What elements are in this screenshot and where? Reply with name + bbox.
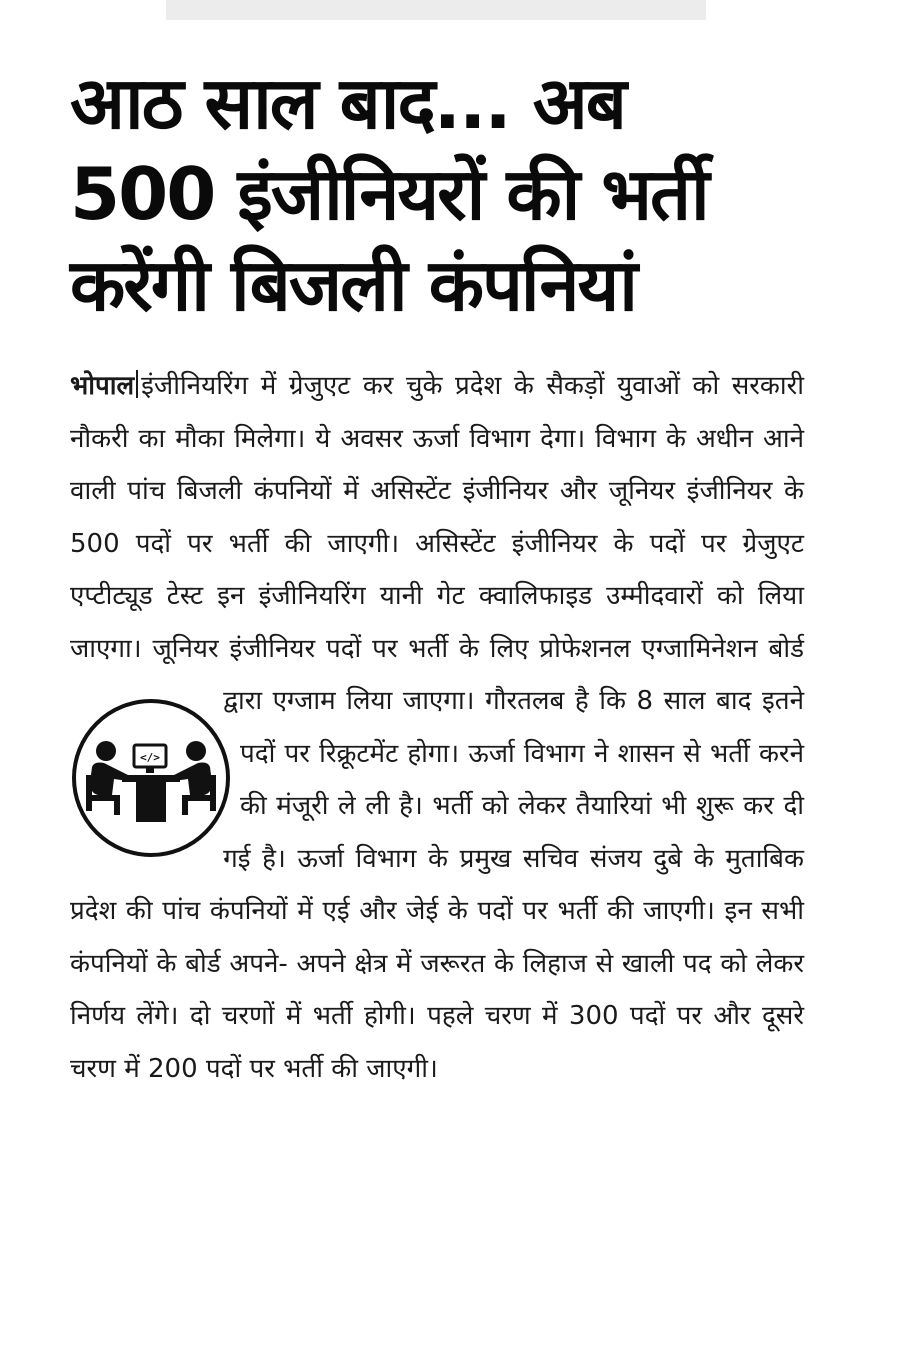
article-body [70, 360, 804, 1095]
top-strip [166, 0, 706, 20]
headline [70, 58, 870, 331]
interview-icon-graphic [70, 697, 232, 859]
headline-line-1: आठ साल बाद... अब [70, 61, 625, 145]
interview-icon [70, 675, 246, 885]
article-text: इंजीनियरिंग में ग्रेजुएट कर चुके प्रदेश के सैकड़ों युवाओं को सरकारी नौकरी का मौका मिलेगा। ये अवसर ऊर्जा विभाग देगा। विभाग के अधीन आने वाली पांच बिजली कंपनियों में असिस्टेंट इंजीनियर और जूनियर इंजीनियर के 500 पदों पर भर्ती की जाएगी। असिस्टेंट इंजीनियर के पदों पर ग्रेजुएट एप्टीट्यूड टेस्ट इन इंजीनियरिंग यानी गेट क्वालिफाइड उम्मीदवारों को लिया जाएगा। जूनियर इंजीनियर पदों पर भर्ती के लिए प्रोफेशनल एग्जामिनेशन बोर्ड द्वारा एग्जाम लिया जाएगा। गौरतलब है कि 8 साल बाद इतने पदों पर रिक्रूटमेंट होगा। ऊर्जा विभाग ने शासन से भर्ती करने की मंजूरी ले ली है। भर्ती को लेकर तैयारियां भी शुरू कर दी गई है। ऊर्जा विभाग के प्रमुख सचिव संजय दुबे के मुताबिक प्रदेश की पांच कंपनियों में एई और जेई के पदों पर भर्ती की जाएगी। इन सभी कंपनियों के बोर्ड अपने- अपने क्षेत्र में जरूरत के लिहाज से खाली पद को लेकर निर्णय लेंगे। दो चरणों में भर्ती होगी। पहले चरण में 300 पदों पर और दूसरे चरण में 200 पदों पर भर्ती की जाएगी। [70, 371, 804, 1084]
headline-line-2: 500 इंजीनियरों की भर्ती [70, 152, 708, 236]
monitor-code-label: </> [140, 751, 160, 764]
dateline-divider [136, 370, 138, 398]
dateline: भोपाल [70, 371, 135, 401]
headline-line-3: करेंगी बिजली कंपनियां [70, 243, 636, 327]
